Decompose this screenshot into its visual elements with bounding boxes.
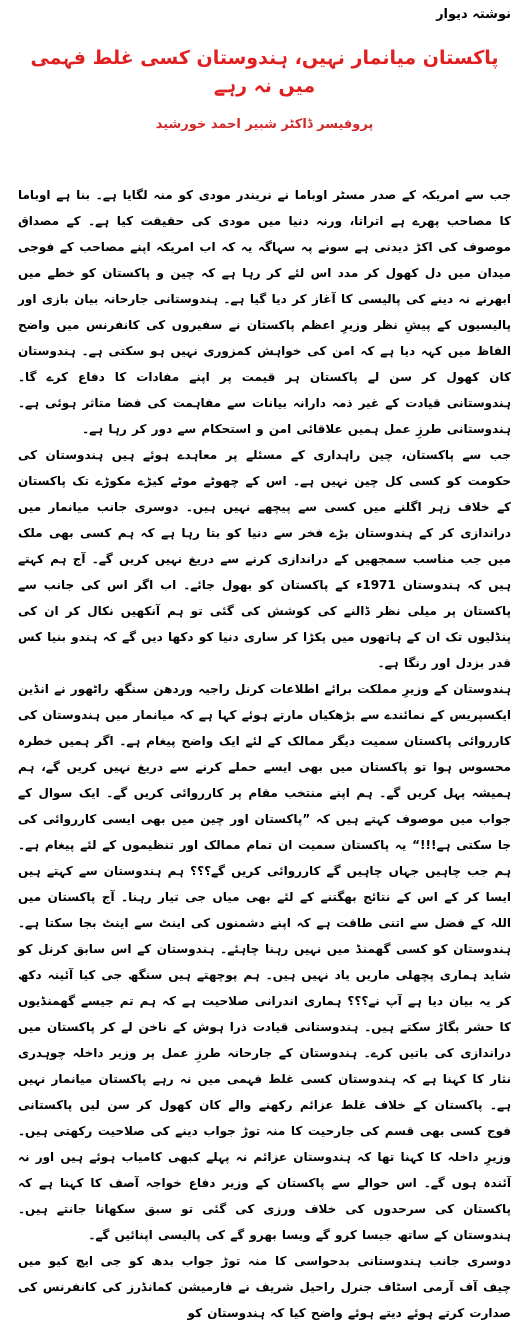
article-paragraph: جب سے پاکستان، چین راہداری کے مسئلے پر معاہدے ہوئے ہیں ہندوستان کی حکومت کو کسی کل چین نہیں ہے۔ اس کے چھوٹے موٹے کیڑے مکوڑے تک پاکستان کے خلاف زہر اگلنے میں کسی سے پیچھے نہیں ہیں۔ دوسری جانب میانمار میں دراندازی کر کے ہندوستان بڑے فخر سے دنیا کو بتا رہا ہے کہ ہم کسی بھی ملک میں جب مناسب سمجھیں کے دراندازی کرنے سے دریغ نہیں کریں گے۔ آج ہم کہتے ہیں کہ ہندوستان 1971ء کے پاکستان کو بھول جائے۔ اب اگر اس کی جانب سے پاکستان پر میلی نظر ڈالنے کی کوشش کی گئی تو ہم آنکھیں نکال کر ان کی پنڈلیوں تک ان کے ہاتھوں میں پکڑا کر ساری دنیا کو دکھا دیں گے کہ ہندو بنیا کس قدر بزدل اور رنگا ہے۔ (18, 448, 511, 670)
article-paragraph: جب سے امریکہ کے صدر مسٹر اوباما نے نریندر مودی کو منہ لگایا ہے۔ بنا ہے اوباما کا مصاحب پھرے ہے اتراتا، ورنہ دنیا میں مودی کی حقیقت کیا ہے۔ کے مصداق موصوف کی اکڑ دیدنی ہے سونے پہ سہاگہ یہ کہ اب امریکہ اپنے مصاحب کے فوجی میدان میں دل کھول کر مدد اس لئے کر رہا ہے کہ چین و پاکستان کو خطے میں ابھرنے نہ دینے کی پالیسی کا آغاز کر دیا گیا ہے۔ ہندوستانی جارحانہ بیان بازی اور پالیسیوں کے پیشِ نظر وزیرِ اعظم پاکستان نے سفیروں کی کانفرنس میں واضح الفاظ میں کہہ دیا ہے کہ امن کی خواہش کمزوری نہیں ہو سکتی ہے۔ ہندوستان کان کھول کر سن لے پاکستان ہر قیمت پر اپنے مفادات کا دفاع کرے گا۔ ہندوستانی قیادت کے غیر ذمہ دارانہ بیانات سے مفاہمت کی فضا متاثر ہوئی ہے۔ ہندوستانی طرزِ عمل ہمیں علاقائی امن و استحکام سے دور کر رہا ہے۔ (18, 188, 511, 436)
article-paragraph: ہندوستان کے وزیرِ مملکت برائے اطلاعات کرنل راجیہ وردھن سنگھ راٹھور نے انڈین ایکسپریس کے نمائندے سے بڑھکیاں مارتے ہوئے کہا ہے کہ میانمار میں ہندوستان کی کارروائی پاکستان سمیت دیگر ممالک کے لئے ایک واضح پیغام ہے۔ اگر ہمیں خطرہ محسوس ہوا تو پاکستان میں بھی ایسے حملے کرنے سے دریغ نہیں کریں گے، ہم ہمیشہ پہل کریں گے۔ ہم اپنے منتخب مقام پر کارروائی کریں گے۔ ایک سوال کے جواب میں موصوف کہتے ہیں کہ ”پاکستان اور چین میں بھی ایسی کارروائی کی جا سکتی ہے!!!“ یہ پاکستان سمیت ان تمام ممالک اور تنظیموں کے لئے پیغام ہے۔ ہم جب چاہیں جہاں چاہیں گے کارروائی کریں گے؟؟؟ ہم ہندوستان سے کہتے ہیں ایسا کر کے اس کے نتائج بھگتنے کے لئے بھی میاں جی تیار رہنا۔ آج پاکستان میں اللہ کے فضل سے اتنی طاقت ہے کہ اپنے دشمنوں کی اینٹ سے اینٹ بجا سکتا ہے۔ ہندوستان کو کسی گھمنڈ میں نہیں رہنا چاہئے۔ ہندوستان کے اس سابق کرنل کو شاید ہماری پچھلی ماریں یاد نہیں ہیں۔ ہم پوچھتے ہیں سنگھ جی کیا آئینہ دکھ کر یہ بیان دیا ہے آپ نے؟؟؟ ہماری اندرانی صلاحیت ہے کہ ہم تم جیسے گھمنڈیوں کا حشر بگاڑ سکتے ہیں۔ ہندوستانی قیادت ذرا ہوش کے ناخن لے کر پاکستان میں دراندازی کی باتیں کرے۔ ہندوستان کے جارحانہ طرزِ عمل پر وزیر داخلہ چوہدری نثار کا کہنا ہے کہ ہندوستان کسی غلط فہمی میں نہ رہے پاکستان میانمار نہیں ہے۔ پاکستان کے خلاف غلط عزائم رکھنے والے کان کھول کر سن لیں پاکستانی فوج کسی بھی قسم کی جارحیت کا منہ توڑ جواب دینے کی صلاحیت رکھتی ہیں۔ وزیرِ داخلہ کا کہنا تھا کہ ہندوستان عزائم نہ پہلے کبھی کامیاب ہوئے ہیں اور نہ آئندہ ہوں گے۔ اس حوالے سے پاکستان کے وزیر دفاع خواجہ آصف کا کہنا ہے کہ پاکستان کی سرحدوں کی خلاف ورزی کی گئی تو سبق سکھانا جانتے ہیں۔ ہندوستان کے ساتھ جیسا کرو گے ویسا بھرو گے کی پالیسی اپنائیں گے۔ (17, 682, 511, 1242)
column-name: نوشتہ دیوار (436, 7, 511, 22)
headline: پاکستان میانمار نہیں، ہندوستان کسی غلط فہمی میں نہ رہے (30, 47, 499, 97)
article-body (18, 182, 511, 1326)
article-paragraph: دوسری جانب ہندوستانی بدحواسی کا منہ توڑ جواب بدھ کو جی ایچ کیو میں چیف آف آرمی اسٹاف جنرل راحیل شریف نے فارمیشن کمانڈرز کی کانفرنس کی صدارت کرتے ہوئے دیتے ہوئے واضح کیا کہ ہندوستان کو (18, 1254, 511, 1320)
author-byline: پروفیسر ڈاکٹر شبیر احمد خورشید (155, 117, 374, 132)
